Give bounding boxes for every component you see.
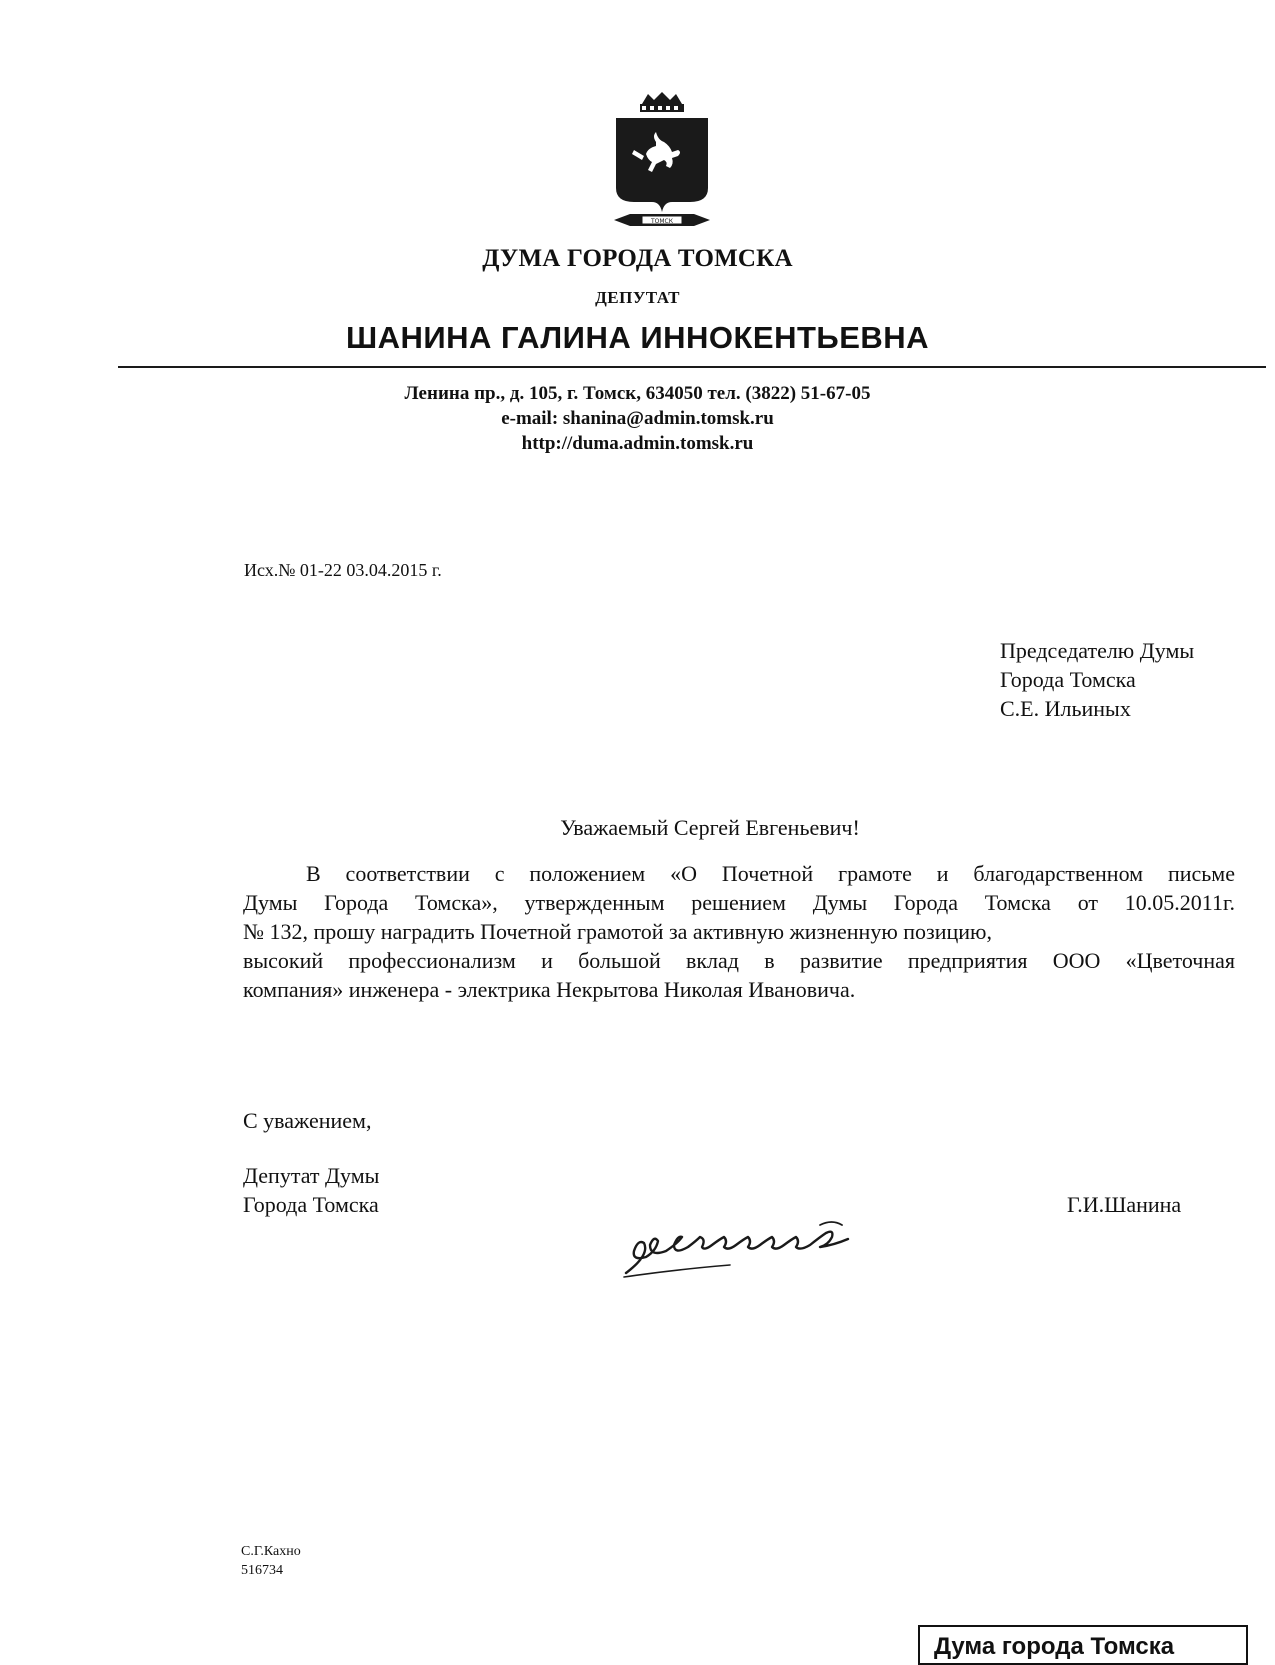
organization-name: ДУМА ГОРОДА ТОМСКА (482, 245, 793, 272)
body-line: № 132, прошу наградить Почетной грамотой за активную жизненную позицию, (243, 919, 992, 944)
crest-motto: ТОМСК (650, 218, 674, 225)
letter-body (243, 859, 1235, 1004)
body-line: высокий профессионализм и большой вклад в развитие предприятия ООО «Цветочная (243, 948, 1235, 973)
contact-website: http://duma.admin.tomsk.ru (521, 433, 754, 454)
signer-name: Г.И.Шанина (1067, 1192, 1182, 1217)
closing-phrase: С уважением, (243, 1108, 372, 1133)
outgoing-reference-number: Исх.№ 01-22 03.04.2015 г. (244, 560, 442, 580)
handwritten-signature (620, 1195, 900, 1285)
executor-phone: 516734 (241, 1563, 283, 1578)
body-line: В соответствии с положением «О Почетной грамоте и благодарственном письме (306, 861, 1235, 886)
executor-name: С.Г.Кахно (241, 1544, 301, 1559)
contact-address: Ленина пр., д. 105, г. Томск, 634050 тел. (3822) 51-67-05 (404, 383, 871, 404)
contact-email: e-mail: shanina@admin.tomsk.ru (501, 408, 774, 429)
signer-position-line: Депутат Думы (243, 1163, 380, 1188)
body-line: Думы Города Томска», утвержденным решением Думы Города Томска от 10.05.2011г. (243, 890, 1235, 915)
salutation: Уважаемый Сергей Евгеньевич! (560, 815, 860, 840)
deputy-name: ШАНИНА ГАЛИНА ИННОКЕНТЬЕВНА (345, 320, 930, 355)
body-line: компания» инженера - электрика Некрытова Николая Ивановича. (243, 977, 856, 1002)
deputy-position-label: ДЕПУТАТ (595, 288, 680, 307)
recipient-line: Председателю Думы (1000, 638, 1195, 663)
recipient-line: Города Томска (1000, 667, 1136, 692)
letterhead-divider (118, 366, 1266, 368)
tomsk-coat-of-arms-icon (612, 90, 712, 240)
recipient-line: С.Е. Ильиных (1000, 696, 1131, 721)
registration-stamp: Дума города Томска (918, 1625, 1248, 1665)
signer-position-line: Города Томска (243, 1192, 379, 1217)
